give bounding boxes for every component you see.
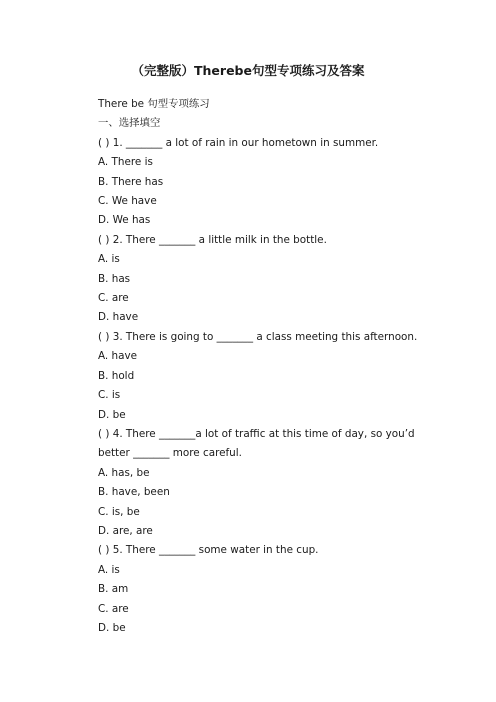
question-3-option-a: A. have [98, 350, 138, 363]
question-2-option-b: B. has [98, 272, 131, 285]
question-1-option-d: D. We has [98, 214, 151, 227]
question-3-option-b: B. hold [98, 369, 135, 382]
question-2-option-a: A. is [98, 253, 120, 266]
question-4: ( ) 4. There _______a lot of traffic at this time of day, so you’d better _______ more careful. [98, 427, 415, 460]
question-1: ( ) 1. _______ a lot of rain in our hometown in summer. [98, 136, 379, 149]
question-5-option-a: A. is [98, 563, 120, 576]
question-2: ( ) 2. There _______ a little milk in the bottle. [98, 233, 327, 246]
question-3-option-c: C. is [98, 389, 121, 402]
question-1-option-a: A. There is [98, 156, 153, 169]
question-4-option-a: A. has, be [98, 466, 150, 479]
question-1-option-b: B. There has [98, 175, 164, 188]
question-3-option-d: D. be [98, 408, 126, 421]
document-body [78, 95, 428, 638]
question-1-option-c: C. We have [98, 195, 157, 208]
question-2-option-d: D. have [98, 311, 139, 324]
section-heading: There be 句型专项练习 [98, 98, 210, 110]
question-3: ( ) 3. There is going to _______ a class meeting this afternoon. [98, 330, 418, 343]
question-5: ( ) 5. There _______ some water in the cup. [98, 544, 319, 557]
question-2-option-c: C. are [98, 292, 129, 305]
question-4-option-b: B. have, been [98, 486, 170, 499]
question-4-option-d: D. are, are [98, 524, 153, 537]
question-5-option-c: C. are [98, 602, 129, 615]
section-subheading: 一、选择填空 [98, 117, 161, 130]
question-4-option-c: C. is, be [98, 505, 140, 518]
document-title: （完整版）Therebe句型专项练习及答案 [131, 63, 365, 78]
question-5-option-b: B. am [98, 583, 129, 596]
question-5-option-d: D. be [98, 621, 126, 634]
